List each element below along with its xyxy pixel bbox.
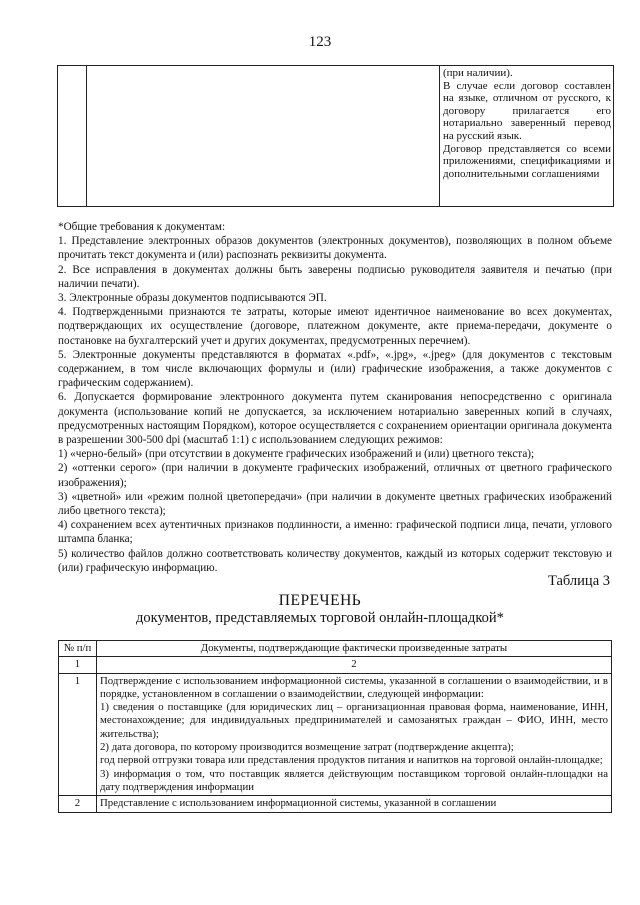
row-paragraph: Представление с использованием информационной системы, указанной в соглашении [100, 797, 497, 810]
requirement-item: 5. Электронные документы представляются в форматах «.pdf», «.jpg», «.jpeg» (для документов с текстовым содержанием, в том числе включающих формулы и (или) графические изображения, а также документов с графическим содержанием). [58, 348, 612, 390]
continuation-table [57, 65, 614, 207]
table-header-row [59, 641, 612, 657]
table-row [59, 673, 612, 796]
row-paragraph: 1) сведения о поставщике (для юридических лиц – организационная правовая форма, наименование, ИНН, местонахождение; для индивидуальных предпринимателей и самозанятых граждан – ФИО, ИНН, место жительства); [100, 701, 608, 740]
continuation-line: Договор представляется со всеми приложениями, спецификациями и дополнительными соглашениями [443, 142, 611, 180]
requirement-item: 3. Электронные образы документов подписываются ЭП. [58, 292, 327, 305]
requirement-item: 4) сохранением всех аутентичных признаков подлинности, а именно: графической подписи лица, печати, углового штампа бланка; [58, 519, 612, 546]
row-number: 2 [59, 796, 97, 812]
requirement-item: 1) «черно-белый» (при отсутствии в документе графических изображений и (или) цветного текста); [58, 448, 535, 461]
table-row [59, 796, 612, 812]
requirement-item: 2. Все исправления в документах должны быть заверены подписью руководителя заявителя и печатью (при наличии печати). [58, 263, 612, 290]
general-requirements [58, 220, 612, 575]
row-content [97, 796, 612, 812]
continuation-line: (при наличии). [443, 67, 513, 79]
requirement-item: 4. Подтвержденными признаются те затраты, которые имеют идентичное наименование во всех документах, подтверждающих их осуществление (договоре, платежном документе, акте приема-передачи, документе о постановке на бухгалтерский учет и других документах, предусмотренных перечнем). [58, 306, 612, 347]
row-paragraph: Подтверждение с использованием информационной системы, указанной в соглашении о взаимодействии, и в порядке, установленном в соглашении о взаимодействии, следующей информации: [100, 674, 608, 700]
column-number: 2 [97, 657, 612, 673]
row-paragraph: 2) дата договора, по которому производится возмещение затрат (подтверждение акцепта); [100, 741, 514, 754]
table-label: Таблица 3 [547, 573, 610, 589]
header-documents: Документы, подтверждающие фактически произведенные затраты [97, 641, 612, 657]
general-requirements-title: *Общие требования к документам: [58, 221, 226, 233]
row-content [97, 673, 612, 796]
continuation-line: В случае если договор составлен на языке, отличном от русского, к договору прилагается его нотариально заверенный перевод на русский язык. [443, 79, 611, 142]
row-paragraph: 3) информация о том, что поставщик является действующим поставщиком торговой онлайн-площадки на дату подтверждения информации [100, 767, 608, 793]
requirement-item: 5) количество файлов должно соответствовать количеству документов, каждый из которых содержит текстовую и (или) графическую информацию. [58, 547, 612, 574]
list-subtitle: документов, представляемых торговой онлайн-площадкой* [136, 610, 504, 626]
requirement-item: 3) «цветной» или «режим полной цветопередачи» (при наличии в документе цветных графических изображений либо цветного текста); [58, 490, 612, 518]
column-number: 1 [59, 657, 97, 673]
page-number: 123 [308, 34, 332, 50]
requirement-item: 2) «оттенки серого» (при наличии в документе графических изображений, отличных от цветного графического изображения); [58, 462, 612, 489]
requirement-item: 1. Представление электронных образов документов (электронных документов), позволяющих в полном объеме прочитать текст документа и (или) распознать реквизиты документа. [58, 235, 612, 262]
list-title: ПЕРЕЧЕНЬ [278, 592, 362, 609]
continuation-table-num-cell [58, 66, 87, 206]
continuation-table-text-cell [439, 66, 614, 206]
row-paragraph: год первой отгрузки товара или представления продуктов питания и напитков на торговой онлайн-площадке; [100, 754, 603, 767]
requirement-item: 6. Допускается формирование электронного документа путем сканирования непосредственно с оригинала документа (использование копий не допускается, за исключением нотариально заверенных копий в случаях, предусмотренных настоящим Порядком), которое осуществляется с сохранением ориентации оригинала документа в разрешении 300-500 dpi (масштаб 1:1) с использованием следующих режимов: [58, 391, 612, 447]
column-number-row [59, 657, 612, 673]
row-number: 1 [59, 673, 97, 796]
header-num: № п/п [59, 641, 97, 657]
documents-table [58, 640, 612, 813]
